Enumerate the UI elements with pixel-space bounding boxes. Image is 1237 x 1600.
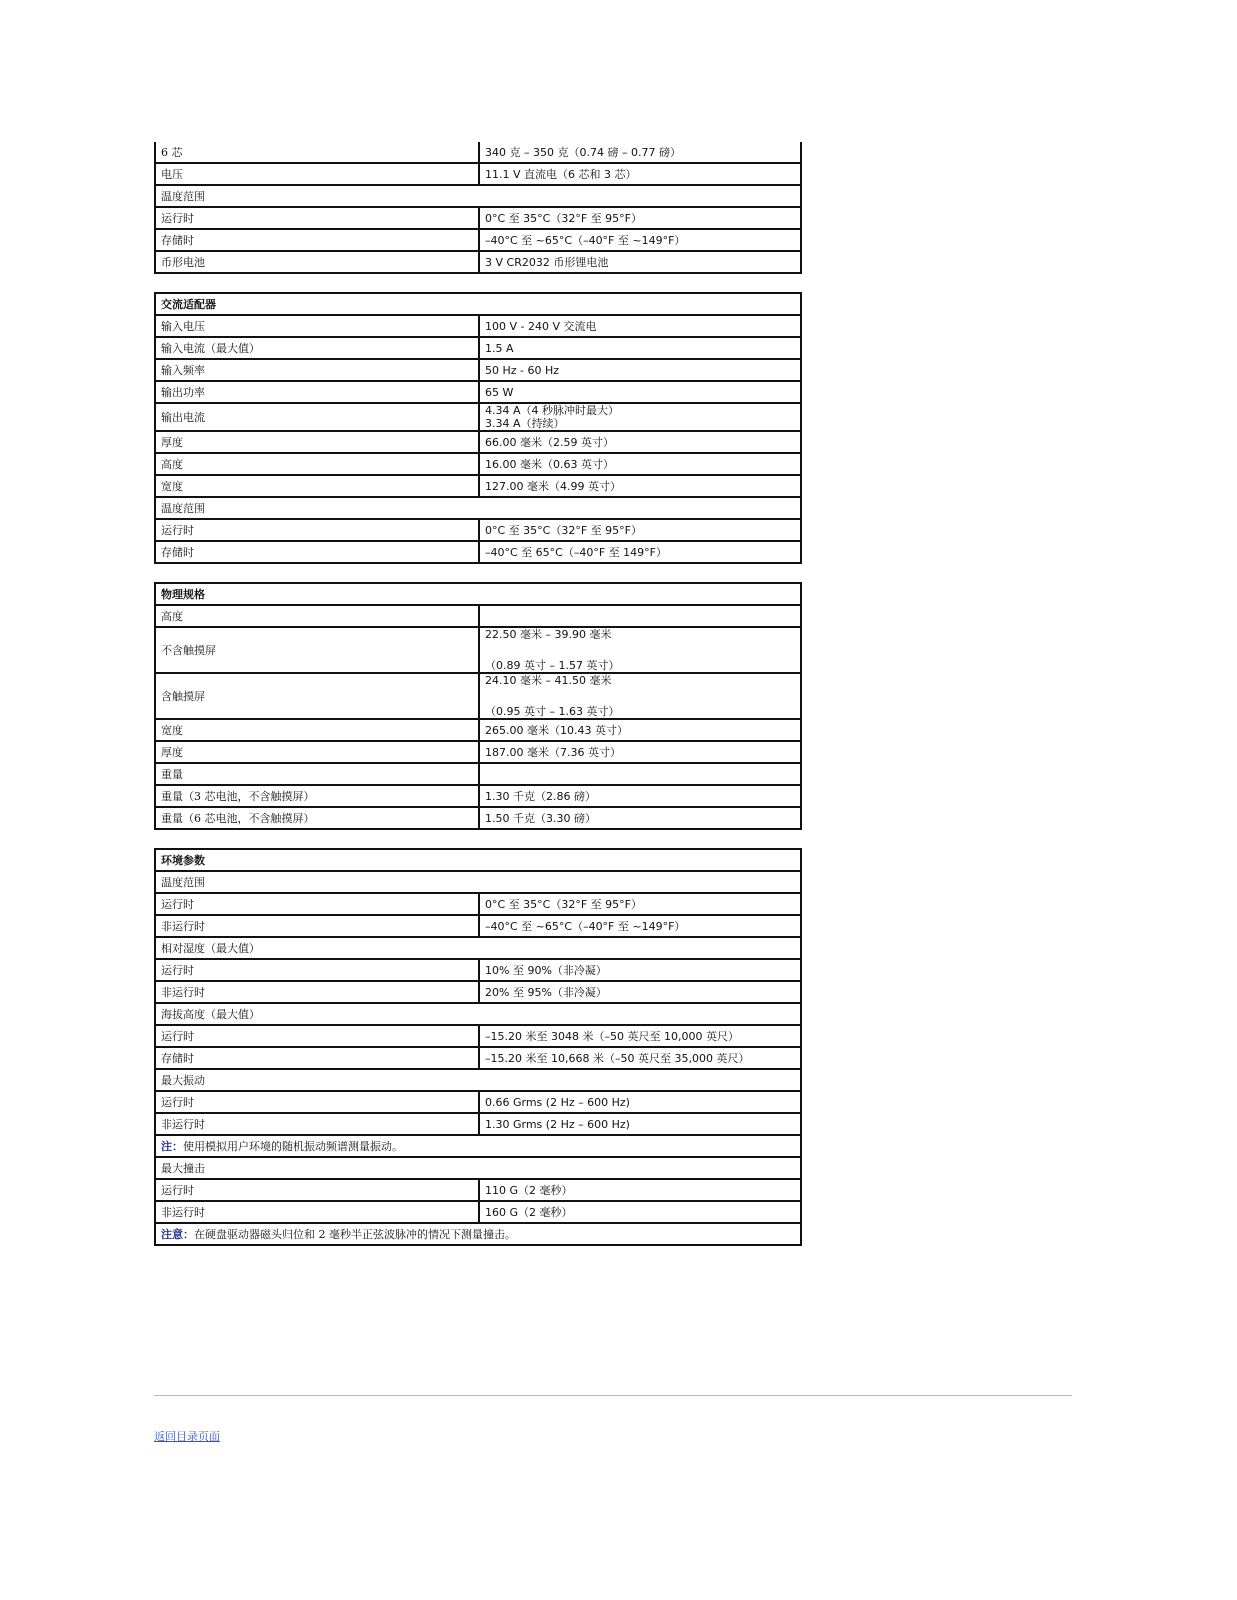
table-row — [155, 315, 801, 337]
table-row — [155, 807, 801, 829]
table-row — [155, 785, 801, 807]
table-row — [155, 1135, 801, 1157]
no-touch-in: （0.89 英寸 – 1.57 英寸） — [485, 659, 620, 672]
table-row — [155, 1223, 801, 1245]
env-humidity-label: 相对湿度（最大值） — [155, 937, 801, 959]
touch-in: （0.95 英寸 – 1.63 英寸） — [485, 705, 620, 718]
battery-operating-value: 0°C 至 35°C（32°F 至 95°F） — [479, 207, 801, 229]
output-power-label: 输出功率 — [155, 381, 479, 403]
table-row — [155, 937, 801, 959]
physical-width-label: 宽度 — [155, 719, 479, 741]
weight-6cell-value: 1.50 千克（3.30 磅） — [479, 807, 801, 829]
env-temp-operating-value: 0°C 至 35°C（32°F 至 95°F） — [479, 893, 801, 915]
adapter-height-value: 16.00 毫米（0.63 英寸） — [479, 453, 801, 475]
env-shock-label: 最大撞击 — [155, 1157, 801, 1179]
input-voltage-label: 输入电压 — [155, 315, 479, 337]
battery-operating-label: 运行时 — [155, 207, 479, 229]
battery-6cell-value: 340 克 – 350 克（0.74 磅 – 0.77 磅） — [479, 142, 801, 163]
env-temp-nonoperating-label: 非运行时 — [155, 915, 479, 937]
table-row — [155, 1091, 801, 1113]
table-row — [155, 359, 801, 381]
env-vibration-nonoperating-value: 1.30 Grms (2 Hz – 600 Hz) — [479, 1113, 801, 1135]
environment-table — [154, 848, 802, 1246]
adapter-temp-range-label: 温度范围 — [155, 497, 801, 519]
table-row — [155, 893, 801, 915]
weight-3cell-value: 1.30 千克（2.86 磅） — [479, 785, 801, 807]
coin-cell-label: 币形电池 — [155, 251, 479, 273]
adapter-width-label: 宽度 — [155, 475, 479, 497]
env-altitude-operating-label: 运行时 — [155, 1025, 479, 1047]
env-humidity-nonoperating-label: 非运行时 — [155, 981, 479, 1003]
table-row — [155, 229, 801, 251]
input-frequency-label: 输入频率 — [155, 359, 479, 381]
adapter-height-label: 高度 — [155, 453, 479, 475]
env-shock-operating-label: 运行时 — [155, 1179, 479, 1201]
env-vibration-nonoperating-label: 非运行时 — [155, 1113, 479, 1135]
table-row — [155, 1113, 801, 1135]
table-row — [155, 337, 801, 359]
battery-storage-label: 存储时 — [155, 229, 479, 251]
table-row — [155, 497, 801, 519]
touch-mm: 24.10 毫米 – 41.50 毫米 — [485, 674, 612, 687]
table-row — [155, 871, 801, 893]
table-row — [155, 163, 801, 185]
table-row — [155, 475, 801, 497]
env-shock-operating-value: 110 G（2 毫秒） — [479, 1179, 801, 1201]
no-touch-mm: 22.50 毫米 – 39.90 毫米 — [485, 628, 612, 641]
spec-content — [154, 142, 800, 1246]
input-voltage-value: 100 V - 240 V 交流电 — [479, 315, 801, 337]
physical-title: 物理规格 — [155, 583, 801, 605]
env-humidity-operating-label: 运行时 — [155, 959, 479, 981]
output-current-continuous: 3.34 A（持续） — [485, 417, 565, 430]
adapter-storage-label: 存储时 — [155, 541, 479, 563]
env-humidity-nonoperating-value: 20% 至 95%（非冷凝） — [479, 981, 801, 1003]
battery-voltage-label: 电压 — [155, 163, 479, 185]
table-row — [155, 719, 801, 741]
note-label: 注： — [161, 1139, 183, 1153]
vibration-note — [155, 1135, 801, 1157]
ac-adapter-table — [154, 292, 802, 564]
table-row — [155, 673, 801, 719]
env-shock-nonoperating-label: 非运行时 — [155, 1201, 479, 1223]
notice-text: 在硬盘驱动器磁头归位和 2 毫秒半正弦波脉冲的情况下测量撞击。 — [194, 1227, 516, 1241]
physical-width-value: 265.00 毫米（10.43 英寸） — [479, 719, 801, 741]
env-temp-range-label: 温度范围 — [155, 871, 801, 893]
table-row — [155, 981, 801, 1003]
env-temp-nonoperating-value: –40°C 至 ~65°C（–40°F 至 ~149°F） — [479, 915, 801, 937]
battery-storage-value: –40°C 至 ~65°C（–40°F 至 ~149°F） — [479, 229, 801, 251]
adapter-width-value: 127.00 毫米（4.99 英寸） — [479, 475, 801, 497]
table-row — [155, 915, 801, 937]
table-row — [155, 541, 801, 563]
table-row — [155, 627, 801, 673]
table-row — [155, 1179, 801, 1201]
back-to-contents-link[interactable]: 返回目录页面 — [154, 1430, 220, 1443]
table-header-row — [155, 849, 801, 871]
table-row — [155, 605, 801, 627]
table-row — [155, 185, 801, 207]
table-row — [155, 763, 801, 785]
table-row — [155, 741, 801, 763]
physical-depth-label: 厚度 — [155, 741, 479, 763]
notice-label: 注意： — [161, 1227, 194, 1241]
table-row — [155, 519, 801, 541]
table-header-row — [155, 583, 801, 605]
input-current-label: 输入电流（最大值） — [155, 337, 479, 359]
environment-title: 环境参数 — [155, 849, 801, 871]
table-row — [155, 251, 801, 273]
footer-divider — [154, 1395, 1072, 1396]
input-current-value: 1.5 A — [479, 337, 801, 359]
shock-note — [155, 1223, 801, 1245]
battery-temp-range-label: 温度范围 — [155, 185, 801, 207]
table-row — [155, 207, 801, 229]
weight-3cell-label: 重量（3 芯电池，不含触摸屏） — [155, 785, 479, 807]
battery-6cell-label: 6 芯 — [155, 142, 479, 163]
physical-weight-value — [479, 763, 801, 785]
adapter-storage-value: –40°C 至 65°C（–40°F 至 149°F） — [479, 541, 801, 563]
physical-depth-value: 187.00 毫米（7.36 英寸） — [479, 741, 801, 763]
table-row — [155, 431, 801, 453]
adapter-thickness-label: 厚度 — [155, 431, 479, 453]
physical-height-value — [479, 605, 801, 627]
env-altitude-label: 海拔高度（最大值） — [155, 1003, 801, 1025]
table-row — [155, 1069, 801, 1091]
physical-table — [154, 582, 802, 830]
battery-table — [154, 142, 802, 274]
table-row — [155, 1047, 801, 1069]
battery-voltage-value: 11.1 V 直流电（6 芯和 3 芯） — [479, 163, 801, 185]
table-row — [155, 381, 801, 403]
table-row — [155, 142, 801, 163]
table-header-row — [155, 293, 801, 315]
output-current-value — [479, 403, 801, 431]
output-current-label: 输出电流 — [155, 403, 479, 431]
env-altitude-storage-label: 存储时 — [155, 1047, 479, 1069]
output-power-value: 65 W — [479, 381, 801, 403]
adapter-operating-label: 运行时 — [155, 519, 479, 541]
touch-value — [479, 673, 801, 719]
input-frequency-value: 50 Hz - 60 Hz — [479, 359, 801, 381]
env-shock-nonoperating-value: 160 G（2 毫秒） — [479, 1201, 801, 1223]
table-row — [155, 403, 801, 431]
env-altitude-storage-value: –15.20 米至 10,668 米（–50 英尺至 35,000 英尺） — [479, 1047, 801, 1069]
adapter-thickness-value: 66.00 毫米（2.59 英寸） — [479, 431, 801, 453]
table-row — [155, 1201, 801, 1223]
table-row — [155, 1003, 801, 1025]
table-row — [155, 453, 801, 475]
table-row — [155, 1025, 801, 1047]
adapter-operating-value: 0°C 至 35°C（32°F 至 95°F） — [479, 519, 801, 541]
output-current-peak: 4.34 A（4 秒脉冲时最大） — [485, 404, 620, 417]
table-row — [155, 1157, 801, 1179]
env-humidity-operating-value: 10% 至 90%（非冷凝） — [479, 959, 801, 981]
coin-cell-value: 3 V CR2032 币形锂电池 — [479, 251, 801, 273]
env-vibration-operating-label: 运行时 — [155, 1091, 479, 1113]
env-vibration-operating-value: 0.66 Grms (2 Hz – 600 Hz) — [479, 1091, 801, 1113]
env-vibration-label: 最大振动 — [155, 1069, 801, 1091]
no-touch-label: 不含触摸屏 — [155, 627, 479, 673]
note-text: 使用模拟用户环境的随机振动频谱测量振动。 — [183, 1139, 403, 1153]
touch-label: 含触摸屏 — [155, 673, 479, 719]
no-touch-value — [479, 627, 801, 673]
env-altitude-operating-value: –15.20 米至 3048 米（–50 英尺至 10,000 英尺） — [479, 1025, 801, 1047]
weight-6cell-label: 重量（6 芯电池，不含触摸屏） — [155, 807, 479, 829]
physical-height-label: 高度 — [155, 605, 479, 627]
table-row — [155, 959, 801, 981]
env-temp-operating-label: 运行时 — [155, 893, 479, 915]
ac-adapter-title: 交流适配器 — [155, 293, 801, 315]
physical-weight-label: 重量 — [155, 763, 479, 785]
